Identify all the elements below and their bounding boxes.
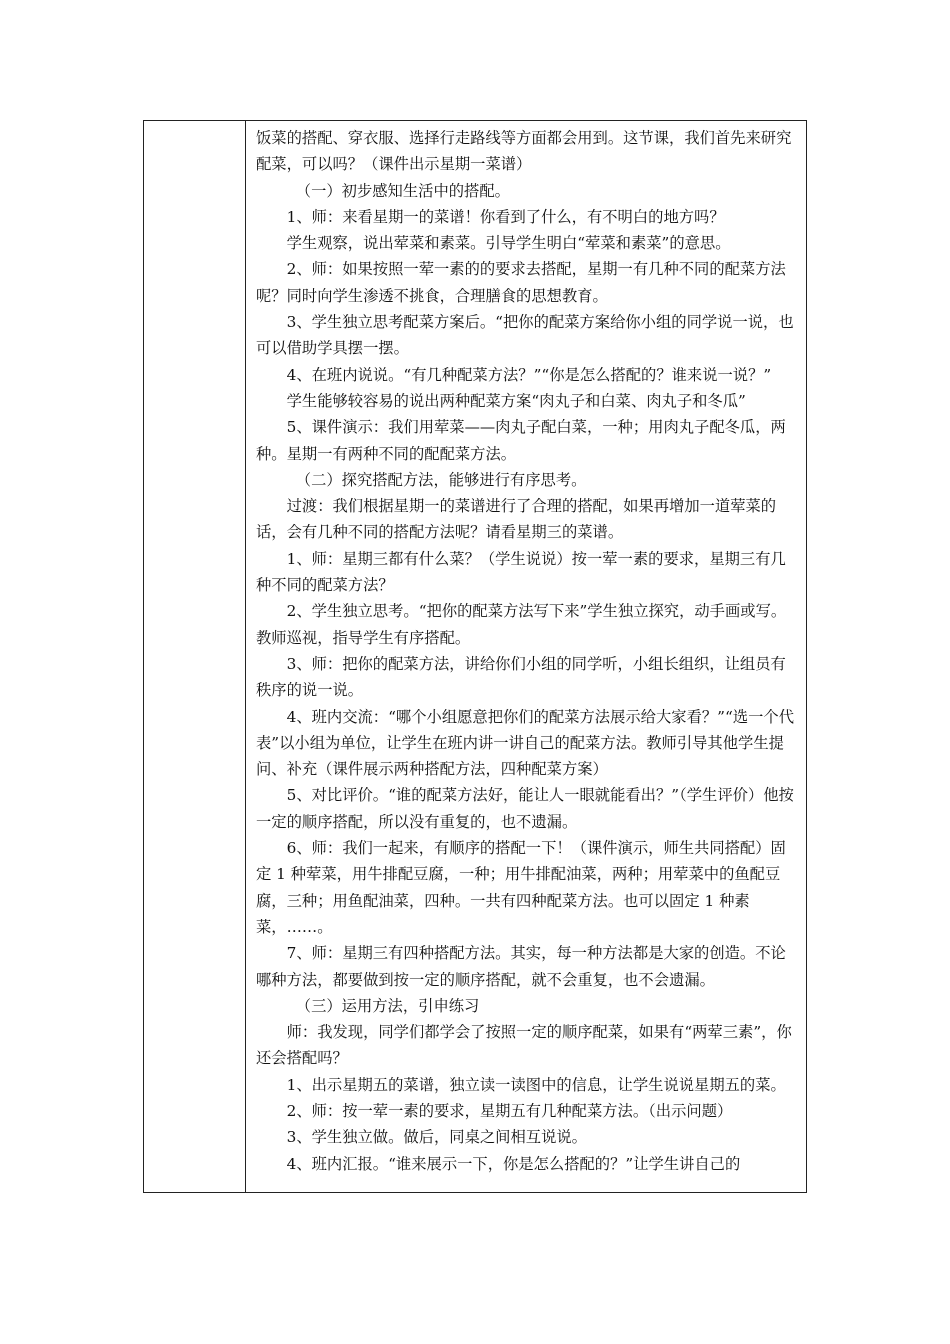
lesson-content-cell <box>247 121 806 1192</box>
paragraph: 过渡：我们根据星期一的菜谱进行了合理的搭配，如果再增加一道荤菜的话，会有几种不同的搭配方法呢？请看星期三的菜谱。 <box>256 497 777 542</box>
paragraph: 2、师：如果按照一荤一素的的要求去搭配，星期一有几种不同的配菜方法呢？同时向学生渗透不挑食，合理膳食的思想教育。 <box>256 260 786 305</box>
section-heading: （三）运用方法，引申练习 <box>295 996 480 1015</box>
paragraph: 4、班内汇报。“谁来展示一下，你是怎么搭配的？”让学生讲自己的 <box>286 1154 741 1173</box>
paragraph: 4、班内交流：“哪个小组愿意把你们的配菜方法展示给大家看？”“选一个代表”以小组为单位，让学生在班内讲一讲自己的配菜方法。教师引导其他学生提问、补充（课件展示两种搭配方法，四种配菜方案） <box>256 707 794 779</box>
paragraph: 3、学生独立思考配菜方案后。“把你的配菜方案给你小组的同学说一说，也可以借助学具摆一摆。 <box>256 313 794 358</box>
paragraph: 3、师：把你的配菜方法，讲给你们小组的同学听，小组长组织，让组员有秩序的说一说。 <box>256 654 786 700</box>
paragraph: 1、师：来看星期一的菜谱！你看到了什么，有不明白的地方吗？ <box>286 207 725 226</box>
paragraph: 4、在班内说说。“有几种配菜方法？”“你是怎么搭配的？谁来说一说？” <box>286 365 772 384</box>
paragraph: 饭菜的搭配、穿衣服、选择行走路线等方面都会用到。这节课，我们首先来研究配菜，可以吗？（课件出示星期一菜谱） <box>256 129 792 174</box>
paragraph: 5、课件演示：我们用荤菜——肉丸子配白菜，一种；用肉丸子配冬瓜，两种。星期一有两种不同的配配菜方法。 <box>256 418 786 463</box>
paragraph: 1、师：星期三都有什么菜？（学生说说）按一荤一素的要求，星期三有几种不同的配菜方法？ <box>256 549 786 595</box>
paragraph: 2、师：按一荤一素的要求，星期五有几种配菜方法。（出示问题） <box>286 1101 733 1120</box>
paragraph: 7、师：星期三有四种搭配方法。其实，每一种方法都是大家的创造。不论哪种方法，都要做到按一定的顺序搭配，就不会重复，也不会遗漏。 <box>256 944 786 989</box>
paragraph: 学生观察，说出荤菜和素菜。引导学生明白“荤菜和素菜”的意思。 <box>286 234 731 253</box>
paragraph: 师：我发现，同学们都学会了按照一定的顺序配菜，如果有“两荤三素”，你还会搭配吗？ <box>256 1023 792 1068</box>
paragraph: 5、对比评价。“谁的配菜方法好，能让人一眼就能看出？”（学生评价）他按一定的顺序搭配，所以没有重复的，也不遗漏。 <box>256 786 794 831</box>
paragraph: 学生能够较容易的说出两种配菜方案“肉丸子和白菜、肉丸子和冬瓜” <box>286 391 746 410</box>
section-heading: （一）初步感知生活中的搭配。 <box>295 181 510 200</box>
lesson-table <box>143 120 807 1193</box>
section-heading: （二）探究搭配方法，能够进行有序思考。 <box>295 470 587 489</box>
paragraph: 3、学生独立做。做后，同桌之间相互说说。 <box>286 1128 587 1147</box>
table-left-column <box>144 121 246 1192</box>
paragraph: 2、学生独立思考。“把你的配菜方法写下来”学生独立探究，动手画或写。教师巡视，指导学生有序搭配。 <box>256 602 787 647</box>
paragraph: 6、师：我们一起来，有顺序的搭配一下！（课件演示，师生共同搭配）固定 1 种荤菜，用牛排配豆腐，一种；用牛排配油菜，两种；用荤菜中的鱼配豆腐，三种；用鱼配油菜，四种。一共有四种配菜方法。也可以固定 1 种素菜，……。 <box>256 839 786 936</box>
paragraph: 1、出示星期五的菜谱，独立读一读图中的信息，让学生说说星期五的菜。 <box>286 1075 786 1094</box>
